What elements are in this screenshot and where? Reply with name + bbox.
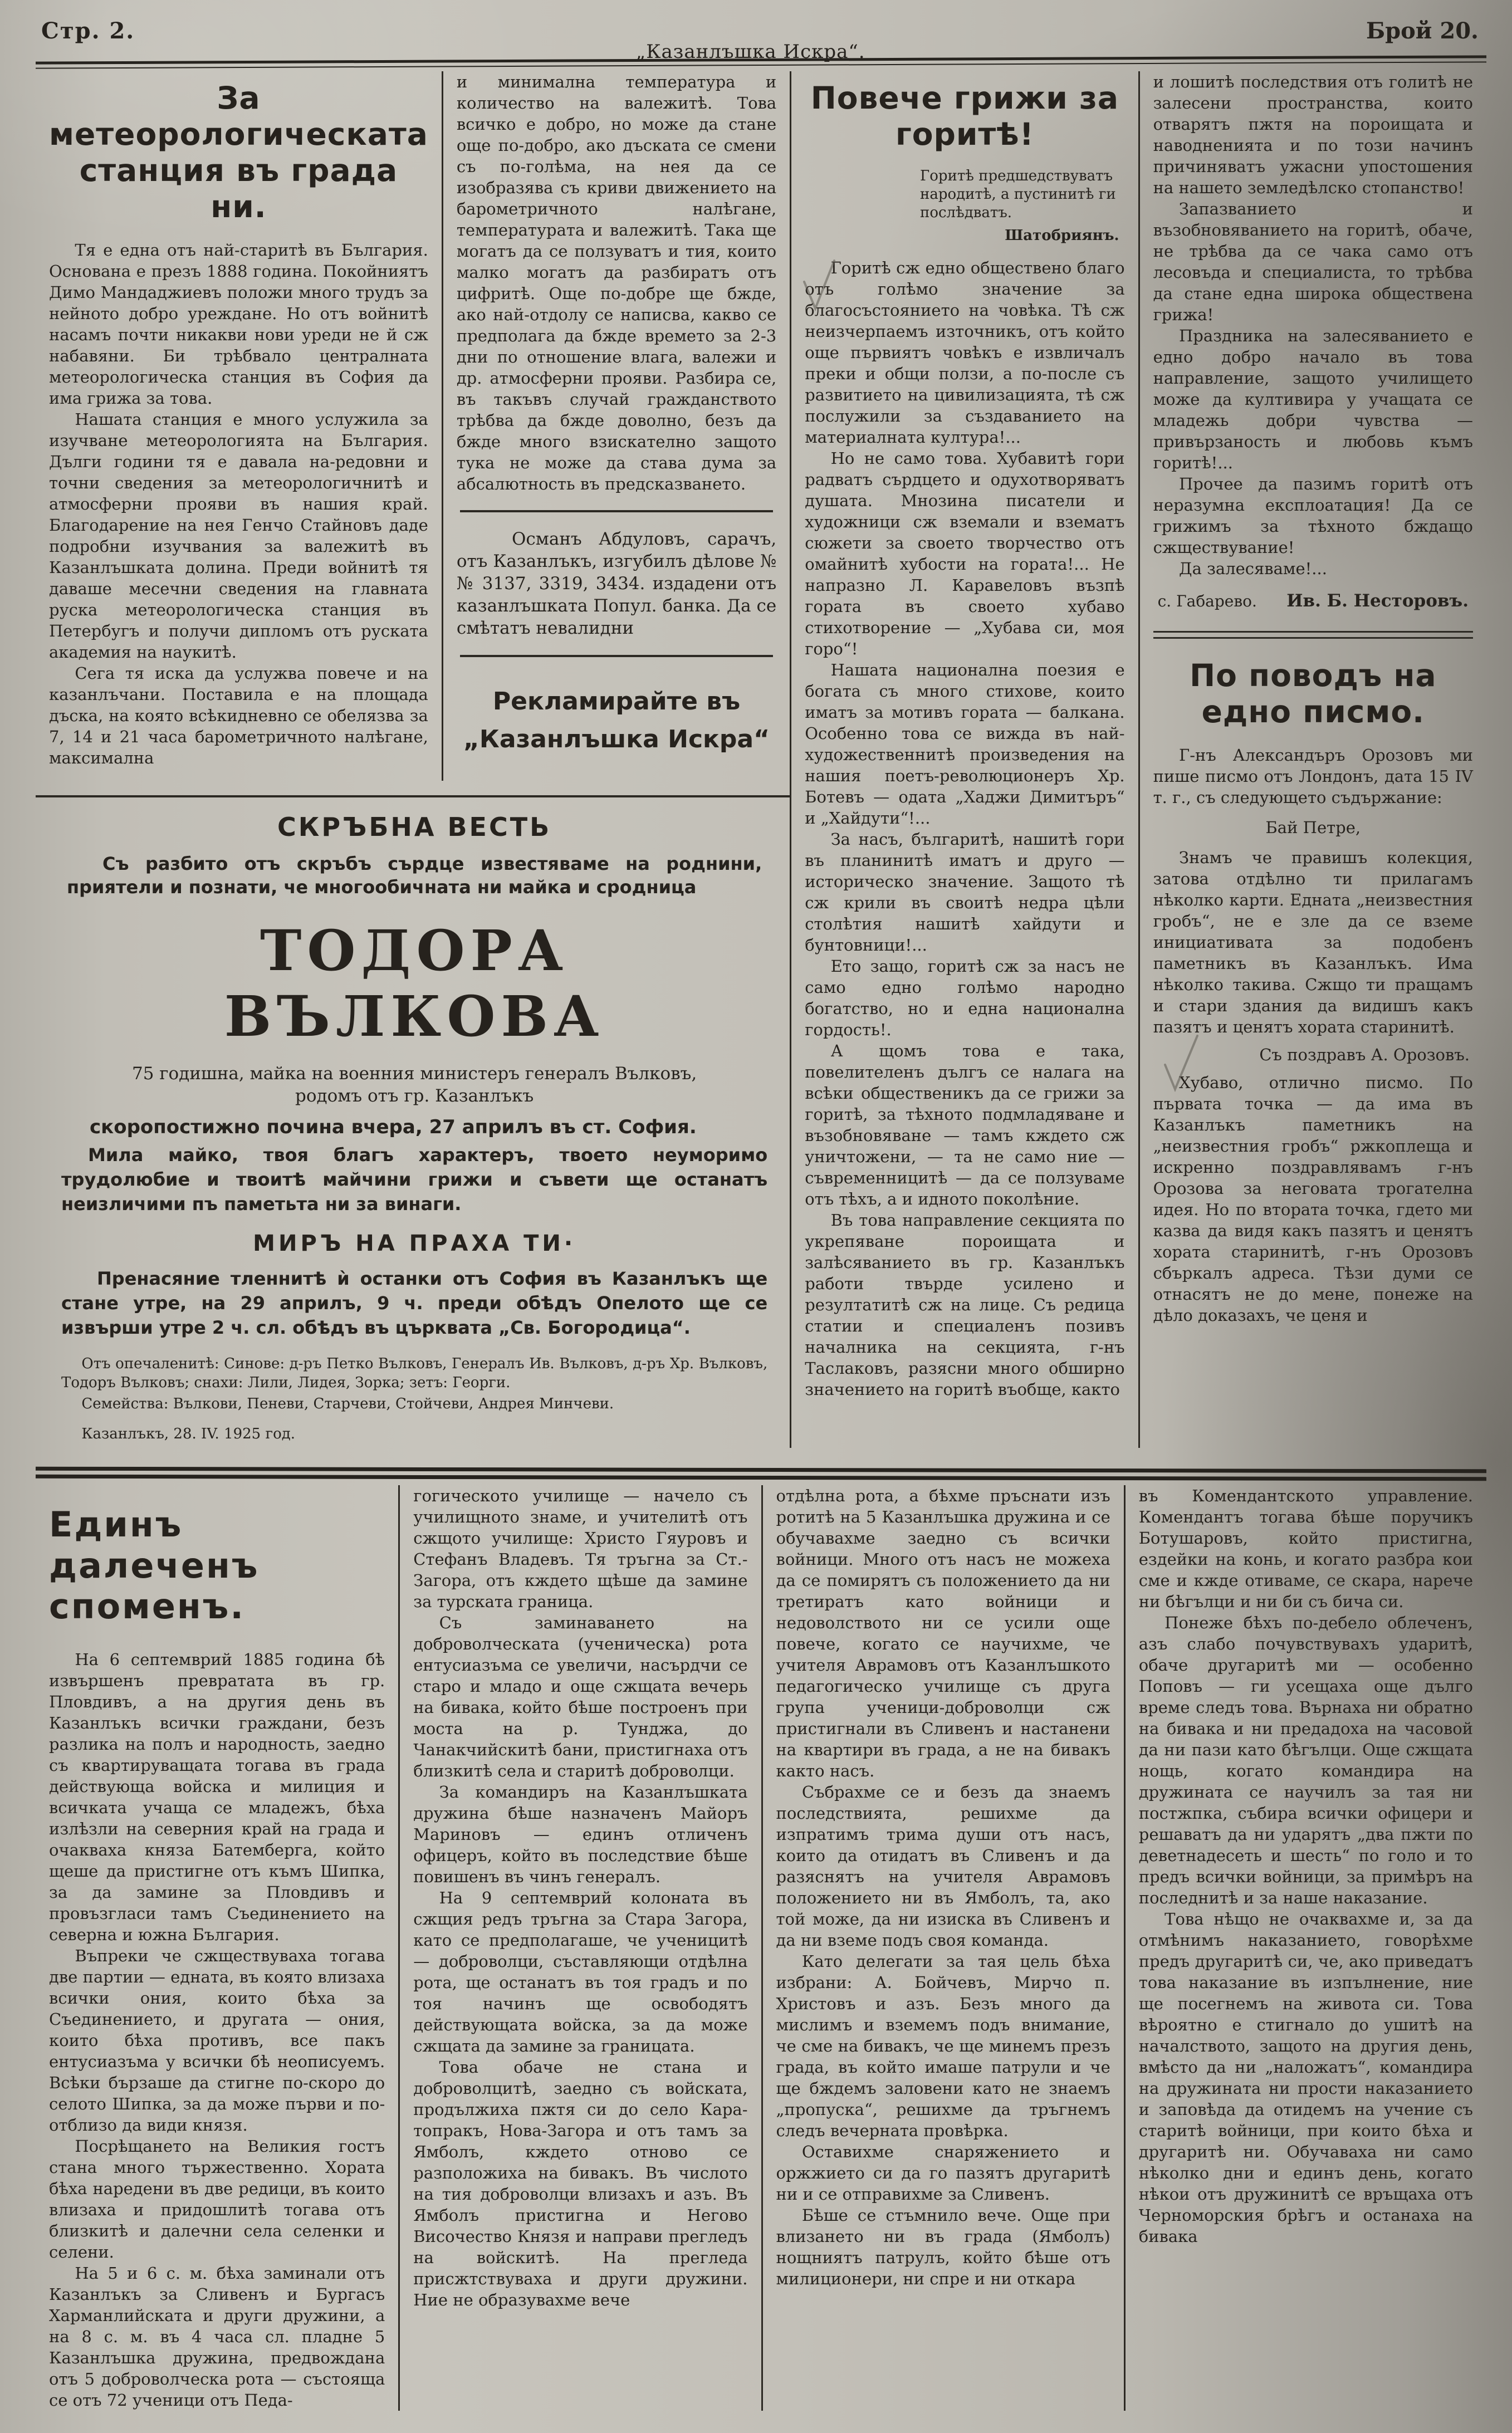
paragraph: Знамъ че правишъ колекция, затова отдѣлно ти прилагамъ нѣколко карти. Едната „неизвестния гробъ“, не е зле да се вземе инициативата за подобенъ паметникъ въ Казанлъкъ. Има нѣколко такива. Сжщо ти пращамъ и стари здания да видишъ какъ пазятъ и ценятъ хората старинитѣ. [1153,848,1473,1036]
obituary-dateline: Казанлъкъ, 28. IV. 1925 год. [81,1426,296,1443]
epigraph [920,167,1125,245]
obituary-description: 75 годишна, майка на военния министеръ генералъ Вълковъ, [131,1064,697,1084]
obituary-peace-line: МИРЪ НА ПРАХА ТИ· [253,1231,576,1257]
top-section [36,71,1486,1448]
obituary-kicker: СКРЪБНА ВЕСТЬ [277,812,552,843]
article-title: По поводъ на едно писмо. [1190,658,1437,730]
page-header [36,14,1486,63]
advert-line: „Казанлъшка Искра“ [463,725,770,754]
salutation-line: Бай Петре, [1265,817,1361,837]
article-title: За метеорологическата станция въ града ни. [49,80,428,224]
paragraph: Съ заминаването на доброволческата (ученическа) рота ентусиазъма се увеличи, насърдчи се старо и младо и още сжщата вечерь на бивака, който бѣше построенъ при моста на р. Тунджа, до Чанакчийскитѣ бани, пристигнаха отъ близкитѣ села и старитѣ доброволци. [413,1613,748,1781]
paragraph-continuation: въ Комендантското управление. Комендантъ тогава бѣше поручикъ Ботушаровъ, който пристигна, ездейки на конь, и когато разбра кои сме и кжде отиваме, се скара, нарече ни бѣгълци и ни би съ бича си. [1138,1486,1473,1612]
paragraph: Ето защо, горитѣ сж за насъ не само едно голѣмо народно богатство, но и една национална гордость!. [805,956,1125,1039]
obituary-families: Семейства: Вълкови, Пеневи, Старчеви, Стойчеви, Андрея Минчеви. [81,1396,614,1413]
column-forests-end-and-letter-article [1138,71,1486,1448]
signature-line: Съ поздравъ А. Орозовъ. [1259,1045,1470,1064]
paragraph: Запазванието и възобновяванието на горитѣ, обаче, не трѣбва да се чака само отъ лесовъда и специалиста, то трѣбва да стане една широка обществена грижа! [1153,199,1473,324]
masthead-title: „Казанлъшка Искра“. [635,41,865,63]
bottom-section-memoir-article [36,1485,1486,2410]
signature-name: Ив. Б. Несторовъ. [1286,591,1469,611]
obituary-intro: Съ разбито отъ скръбъ сърдце известяваме на роднини, приятели и познати, че многообичната ни майка и сродница [67,853,762,898]
paragraph: Събрахме се и безъ да знаемъ последствията, решихме да изпратимъ трима души отъ насъ, които да отидатъ въ Сливенъ и да разяснятъ на учителя Аврамовъ положението ни въ Ямболъ, та, ако той може, да ни изиска въ Сливенъ и да ни вземе подъ своя команда. [776,1783,1110,1950]
paragraph: Посрѣщането на Великия гостъ стана много тържественно. Хората бѣха наредени въ две редици, въ които влизаха и придошлитѣ тогава отъ близкитѣ и далечни села селенки и селени. [49,2136,385,2261]
obituary-deceased-name: ТОДОРА ВЪЛКОВА [224,918,605,1050]
page-number-label: Стр. 2. [41,18,135,44]
obituary-death-line: скоропостижно почина вчера, 27 априлъ въ ст. София. [90,1116,697,1139]
epigraph-author: Шатобриянъ. [1005,227,1119,244]
article-separator-rule [460,510,773,512]
obituary-death-notice [36,795,790,1448]
paragraph: Това обаче не стана и доброволцитѣ, заедно съ войската, продължиха пжтя си до село Кара-топракъ, Нова-Загора и отъ тамъ за Ямболъ, кждето отново се разположиха на бивакъ. Въ числото на тия доброволци влизахъ и азъ. Въ Ямболъ пристигна и Негово Височество Князя и направи прегледъ на войскитѣ. На прегледа присжтствуваха и други дружини. Ние не образувахме вече [413,2058,748,2310]
memoir-column-2 [398,1485,761,2410]
paragraph: Понеже бѣхъ по-дебело облеченъ, азъ слабо почувствувахъ ударитѣ, обаче другаритѣ ми — особенно Поповъ — ги усещаха още дълго време следъ това. Върнаха ни обратно на бивака и ни предадоха на часовой да ни пази като бѣгълци. Още сжщата нощь, когато командира на дружината се научилъ за тая ни постжпка, събира всички офицери и решаватъ да ни ударятъ „два пжти по деветнадесеть и шесть“ по голо и то предъ всички войници, за примѣръ на последнитѣ и за наше наказание. [1138,1613,1473,1908]
paragraph: Но не само това. Хубавитѣ гори радватъ сърдцето и одухотворяватъ душата. Мнозина писатели и художници сж вземали и взематъ сюжети за своето творчество отъ омайнитѣ хубости на гората!... Не напразно Л. Каравеловъ възпѣ гората въ своето хубаво стихотворение — „Хубава си, моя горо“! [805,448,1125,658]
paragraph: Праздника на залесяванието е едно добро начало въ това направление, защото училището може да култивира у учащата се младежь добри чувства — привързаность и любовь къмъ горитѣ!... [1153,326,1473,472]
paragraph: Нашата национална поезия е богата съ много стихове, които иматъ за мотивъ гората — балкана. Особенно това се вижда въ най-художественнитѣ произведения на нашия поетъ-революционеръ Хр. Ботевъ — одата „Хаджи Димитъръ“ и „Хайдути“!... [805,660,1125,828]
signature-place: с. Габарево. [1157,592,1257,610]
paragraph: На 9 септемврий колоната въ сжщия редъ тръгна за Стара Загора, като се предполагаше, че ученицитѣ — доброволци, съставляющи отдѣлна рота, ще останатъ въ тоя градъ и по тоя начинъ ще освободятъ действующата войска, за да може сжщата да замине за границата. [413,1888,748,2056]
paragraph: Това нѣщо не очаквахме и, за да отмѣнимъ наказанието, говорѣхме предъ другаритѣ си, че, ако приведатъ това наказание въ изпълнение, ние ще посегнемъ на живота си. Това вѣроятно е стигнало до ушитѣ на началството, защото на другия день, вмѣсто да ни „наложатъ“, командира на дружината ни прости наказанието и заповѣда да отидемъ на учение съ старитѣ войници, при които бѣха и другаритѣ ни. Обучаваха ни само нѣколко дни и единъ день, когато нѣкои отъ дружинитѣ се връщаха отъ Черноморския брѣгъ и останаха на бивака [1138,1910,1473,2246]
paragraph: За насъ, българитѣ, нашитѣ гори въ планинитѣ иматъ и друго — историческо значение. Защото тѣ сж крили въ своитѣ недра цѣли столѣтия нашитѣ хайдути и бунтовници!... [805,829,1125,954]
paragraph: Въ това направление секцията по укрепяване пороищата и залѣсяванието въ гр. Казанлъкъ работи твърде усилено и резултатитѣ сж на лице. Съ редица статии и специаленъ позивъ началника на секцията, г-нъ Таслаковъ, разясни много обширно значението на горитѣ въобще, както [805,1210,1125,1399]
paragraph-continuation: гогическото училище — начело съ училищното знаме, и учителитѣ отъ сжщото училище: Христо Гяуровъ и Стефанъ Владевъ. Тя тръгна за Ст.-Загора, отъ кждето щѣше да замине за турската граница. [413,1486,748,1612]
paragraph: За командиръ на Казанлъшката дружина бѣше назначенъ Майоръ Мариновъ — единъ отличенъ офицеръ, който въ последствие бѣше повишенъ въ чинъ генералъ. [413,1783,748,1887]
paragraph: Хубаво, отлично писмо. По първата точка — да има въ Казанлъкъ паметникъ на „неизвестния гробъ“ ржкоплеща и искренно поздравлявамъ г-нъ Орозова за неговата трогателна идея. Но по втората точка, гдето ми казва да видя какъ пазятъ и ценятъ хората старинитѣ, г-нъ Орозовъ сбъркалъ адреса. Тѣзи думи се отнасятъ не до мене, понеже на дѣло доказахъ, че ценя и [1153,1073,1473,1325]
paragraph: Сега тя иска да услужва повече и на казанлъчани. Поставила е на площада дъска, на която всѣкидневно се обелязва за 7, 14 и 21 часа барометричното налѣгане, максимална [49,663,428,767]
paragraph-continuation: и минимална температура и количество на валежитѣ. Това всичко е добро, но може да стане още по-добро, ако дъската се смени съ по-голѣма, на нея да се изобразява съ криви движението на барометричното налѣгане, температурата и валежитѣ. Така ще могатъ да се ползуватъ и тия, които малко могатъ да разбиратъ отъ цифритѣ. Още по-добре ще бжде, ако най-отдолу се написва, какво се предполага да бжде времето за 2-3 дни по отношение влага, валежи и др. атмосферни прояви. Разбира се, въ такъвъ случай гражданството трѣбва да бжде доволно, безъ да бжде много взискателно защото тука не може да става дума за абсалютность въ предсказването. [456,72,777,493]
memoir-column-1 [36,1485,398,2410]
paragraph-continuation: отдѣлна рота, а бѣхме пръснати изъ ротитѣ на 5 Казанлъшка дружина и се обучавахме заедно съ всички войници. Много отъ насъ не можеха да се помирятъ съ положението да ни третиратъ като войници и недоволството ни се усили още повече, когато се научихме, че учителя Аврамовъ отъ Казанлъшкото педагогическо училище съ друга група ученици-доброволци сж пристигнали въ Сливенъ и настанени на квартири въ града, а не на бивакъ както насъ. [776,1486,1110,1781]
epigraph-text: Горитѣ предшедствуватъ народитѣ, а пустинитѣ ги послѣдватъ. [919,167,1116,221]
paragraph: На 5 и 6 с. м. бѣха заминали отъ Казанлъкъ за Сливенъ и Бургасъ Харманлийската и други дружини, а на 8 с. м. въ 4 часа сл. пладне 5 Казанлъшка дружина, предвождана отъ 5 доброволческа рота — състояща се отъ 72 ученици отъ Педа- [49,2263,385,2410]
column-meteo-continuation-and-notices [442,71,790,781]
memoir-column-4 [1124,1485,1486,2410]
paragraph: А щомъ това е така, повелителенъ дългъ се налага на всѣки общественикъ да се грижи за горитѣ, за тѣхното подмладяване и възобновяване — тамъ кждето сж уничтожени, — та не само ние — съвременницитѣ — да се ползуваме отъ тѣхъ, а и идното поколѣние. [805,1041,1125,1208]
paragraph-continuation: и лошитѣ последствия отъ голитѣ не залесени пространства, които отварятъ пжтя на пороищата и наводненията и по този начинъ причиняватъ ужасни упостошения на нашето земледѣлско стопанство! [1153,72,1473,197]
lost-shares-notice: Османъ Абдуловъ, сарачъ, отъ Казанлъкъ, изгубилъ дѣлове № № 3137, 3319, 3434. издадени отъ казанлъшката Попул. банка. Да се смѣтатъ невалидни [456,529,777,638]
article-title: Единъ далеченъ споменъ. [49,1504,260,1627]
paragraph: Тя е една отъ най-старитѣ въ България. Основана е презъ 1888 година. Покойниятъ Димо Мандаджиевъ положи много трудъ за нейното добро уреждане. Но отъ войнитѣ насамъ почти никакви нови уреди не й сж набавяни. Би трѣбвало централната метеорологическа станция въ София да има грижа за това. [49,240,428,408]
self-advertisement [457,683,776,758]
paragraph: Оставихме снаряжението и оржжието си да го пазятъ другаритѣ ни и се отправихме за Сливенъ. [776,2142,1110,2204]
issue-number-label: Брой 20. [1366,18,1479,44]
paragraph: Като делегати за тая цель бѣха избрани: А. Бойчевъ, Мирчо п. Христовъ и азъ. Безъ много да мислимъ и вземемъ подъ внимание, че сме на бивакъ, че ще минемъ презъ града, въ който имаше патрули и че ще бждемъ заловени като не знаемъ „пропуска“, решихме да тръгнемъ следъ вечерната провѣрка. [776,1952,1110,2141]
paragraph: Г-нъ Александъръ Орозовъ ми пише писмо отъ Лондонъ, дата 15 IV т. г., съ следующето съдържание: [1153,745,1473,807]
paragraph: Въпреки че сжществуваха тогава две партии — едната, въ която влизаха всички ония, които бѣха за Съединението, и другата — ония, които бѣха противъ, все пакъ ентусиазъма у всички бѣ неописуемъ. Всѣки бързаше да стигне по-скоро до селото Шипка, за да може първи и по-отблизо да види князя. [49,1946,385,2135]
obituary-transfer-details: Пренасяние тленнитѣ ѝ останки отъ София въ Казанлъкъ ще стане утре, на 29 априлъ, 9 ч. преди обѣдъ Опелото ще се извърши утре 2 ч. сл. обѣдъ въ църквата „Св. Богородица“. [61,1268,768,1339]
obituary-tribute: Мила майко, твоя благъ характеръ, твоето неуморимо трудолюбие и твоитѣ майчини грижи и съвети ще останатъ неизличими пъ паметьта ни за винаги. [61,1144,768,1215]
article-separator-rule [460,655,773,657]
paragraph: Нашата станция е много услужила за изучване метеорологията на България. Дълги години тя е давала на-редовни и точни сведения за метеорологичнитѣ и атмосферни прояви въ нашия край. Благодарение на нея Генчо Стайновъ даде подробни изучвания за валежитѣ въ Казанлъшката долина. Преди войнитѣ тя даваше месечни сведения на главната руска метеорологическа станция въ Петербугъ и получи дипломъ отъ руската академия на наукитѣ. [49,409,428,662]
column-meteo-article [36,71,442,781]
article-signature [1158,590,1469,612]
paragraph: На 6 септемврий 1885 година бѣ извършенъ превратата въ гр. Пловдивъ, а на другия день въ Казанлъкъ всички граждани, безъ разлика на полъ и народность, заедно съ квартируващата тогава въ града действующа войска и милиция и всичката учаща се младежъ, бѣха излѣзли на северния край на града и очакваха княза Батемберга, който щеше да пристигне отъ къмъ Шипка, за да замине за Пловдивъ и провъзгласи тамъ Съединението на северна и южна България. [49,1649,385,1944]
paragraph: Прочее да пазимъ горитѣ отъ неразумна експлоатация! Да се грижимъ за тѣхното бждащо сжществувание! [1153,474,1473,557]
obituary-origin: родомъ отъ гр. Казанлъкъ [295,1086,534,1107]
article-title: Повече грижи за горитѣ! [810,80,1119,152]
section-divider-rule [36,1467,1486,1481]
column-forests-article [790,71,1138,1448]
advert-line: Рекламирайте въ [492,687,741,716]
article-separator-double-rule [1153,631,1473,639]
paragraph: Да залесяваме!... [1179,559,1327,578]
paragraph: Горитѣ сж едно обществено благо отъ голѣмо значение за благосъстоянието на човѣка. Тѣ сж неизчерпаемъ източникъ, отъ който още първиятъ човѣкъ е извличалъ преки и общи ползи, а по-после съ развитието на цивилизацията, тѣ сж послужили за създаванието на материалната култура!... [805,258,1125,447]
paragraph: Бѣше се стъмнило вече. Още при влизането ни въ града (Ямболъ) нощниятъ патрулъ, който бѣше отъ милиционери, ни спре и ни откара [776,2206,1110,2289]
obituary-mourners: Отъ опечаленитѣ: Синове: д-ръ Петко Вълковъ, Генералъ Ив. Вълковъ, д-ръ Хр. Вълковъ, Тодоръ Вълковъ; снахи: Лили, Лидея, Зорка; зетъ: Георги. [61,1355,768,1392]
memoir-column-3 [761,1485,1124,2410]
